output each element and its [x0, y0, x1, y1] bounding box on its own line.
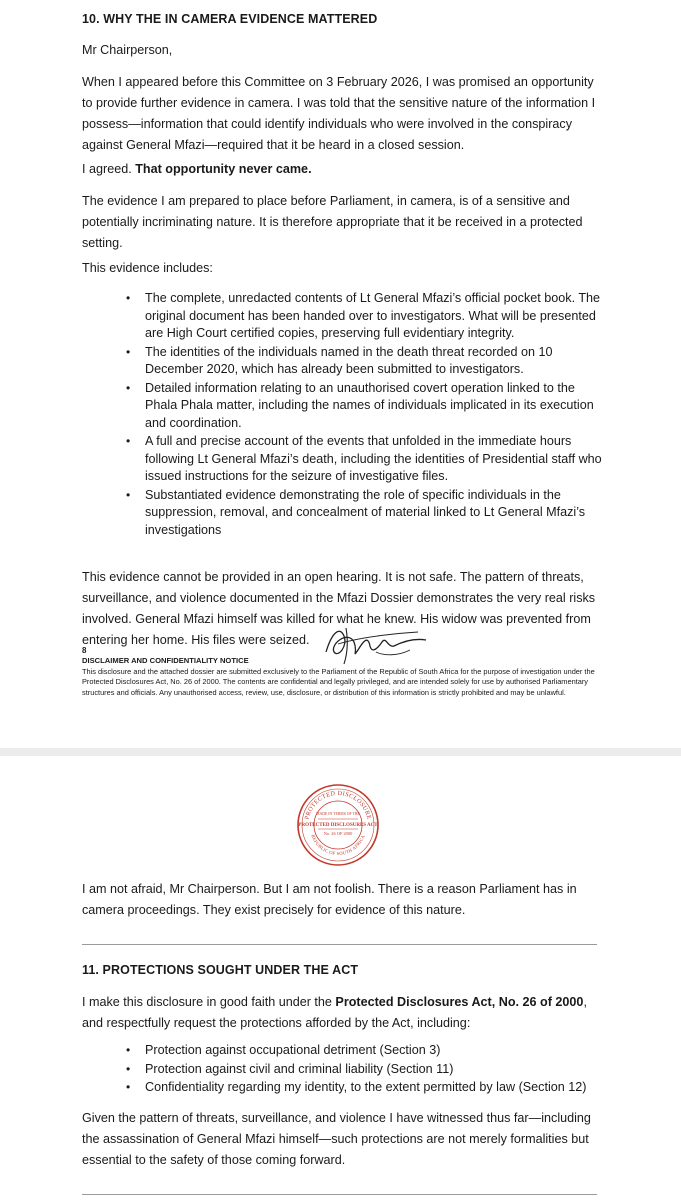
list-item: • Protection against occupational detriment (Section 3): [126, 1042, 604, 1060]
svg-text:REPUBLIC OF SOUTH AFRICA: REPUBLIC OF SOUTH AFRICA: [310, 833, 366, 857]
disclaimer-title: DISCLAIMER AND CONFIDENTIALITY NOTICE: [82, 656, 249, 665]
svg-text:MADE IN TERMS OF THE: MADE IN TERMS OF THE: [316, 812, 360, 816]
list-item: • Protection against civil and criminal liability (Section 11): [126, 1061, 604, 1079]
paragraph-not-safe: This evidence cannot be provided in an open hearing. It is not safe. The pattern of threats, surveillance, and violence documented in the Mfazi Dossier demonstrates the very real risks involved. General Mfazi himself was killed for what he knew. His widow was prevented from entering her home. His files were seized.: [82, 570, 596, 647]
agreed-text: I agreed.: [82, 162, 136, 176]
act-name-emphasis: Protected Disclosures Act, No. 26 of 2000: [335, 995, 584, 1009]
protected-disclosure-seal-stamp: [296, 783, 380, 867]
paragraph-good-faith: [82, 992, 602, 1034]
list-item: • Substantiated evidence demonstrating the role of specific individuals in the suppression, removal, and concealment of material linked to Lt General Mfazi’s investigations: [126, 487, 604, 540]
paragraph-not-afraid: I am not afraid, Mr Chairperson. But I am not foolish. There is a reason Parliament has in camera proceedings. They exist precisely for evidence of this nature.: [82, 882, 577, 917]
list-item: • The identities of the individuals named in the death threat recorded on 10 December 2020, which has already been submitted to investigators.: [126, 344, 604, 379]
handwritten-signature: [318, 622, 430, 666]
section-divider: [82, 944, 597, 945]
protections-list: [126, 1042, 604, 1098]
good-faith-suffix: , and respectfully request the protections afforded by the Act, including:: [82, 995, 587, 1030]
paragraph-agreed: [82, 159, 602, 180]
list-item: • Detailed information relating to an unauthorised covert operation linked to the Phala Phala matter, including the names of individuals implicated in its execution and coordination.: [126, 380, 604, 433]
section-divider: [82, 1194, 597, 1195]
svg-text:PROTECTED DISCLOSURES ACT: PROTECTED DISCLOSURES ACT: [298, 823, 378, 828]
section-10-heading: 10. WHY THE IN CAMERA EVIDENCE MATTERED: [82, 12, 378, 26]
disclaimer-text: This disclosure and the attached dossier are submitted exclusively to the Parliament of the Republic of South Africa for the purpose of investigation under the Protected Disclosures Act, No. 26 of 2000. The contents are confidential and legally privileged, and are intended solely for use by authorised Parliamentary structures and officials. Any unauthorised access, review, use, disclosure, or distribution of this information is strictly prohibited and may be unlawful.: [82, 667, 595, 697]
page-number: 8: [82, 646, 87, 655]
list-item: • Confidentiality regarding my identity, to the extent permitted by law (Section 12): [126, 1079, 604, 1097]
paragraph-evidence-nature: The evidence I am prepared to place before Parliament, in camera, is of a sensitive and potentially incriminating nature. It is therefore appropriate that it be received in a protected setting.: [82, 194, 583, 250]
list-item: • A full and precise account of the events that unfolded in the immediate hours following Lt General Mfazi’s death, including the identities of Presidential staff who issued instructions for the seizure of investigative files.: [126, 433, 604, 486]
evidence-includes-label: This evidence includes:: [82, 261, 213, 275]
agreed-emphasis: That opportunity never came.: [135, 162, 312, 176]
good-faith-prefix: I make this disclosure in good faith under the: [82, 995, 336, 1009]
document-page-9: [0, 756, 681, 1200]
salutation: Mr Chairperson,: [82, 43, 173, 57]
evidence-list: [126, 290, 604, 540]
section-11-heading: 11. PROTECTIONS SOUGHT UNDER THE ACT: [82, 963, 359, 977]
svg-text:PROTECTED DISCLOSURE: PROTECTED DISCLOSURE: [303, 789, 373, 821]
paragraph-appearance: When I appeared before this Committee on 3 February 2026, I was promised an opportunity to provide further evidence in camera. I was told that the sensitive nature of the information I possess—information that could identify individuals who were involved in the conspiracy against General Mfazi—required that it be heard in a closed session.: [82, 75, 596, 152]
list-item: • The complete, unredacted contents of Lt General Mfazi’s official pocket book. The original document has been handed over to investigators. What will be presented are High Court certified copies, preserving full evidentiary integrity.: [126, 290, 604, 343]
svg-text:No. 26 OF 2000: No. 26 OF 2000: [323, 831, 353, 836]
paragraph-protections-essential: Given the pattern of threats, surveillance, and violence I have witnessed thus far—including the assassination of General Mfazi himself—such protections are not merely formalities but essential to the safety of those coming forward.: [82, 1111, 591, 1167]
